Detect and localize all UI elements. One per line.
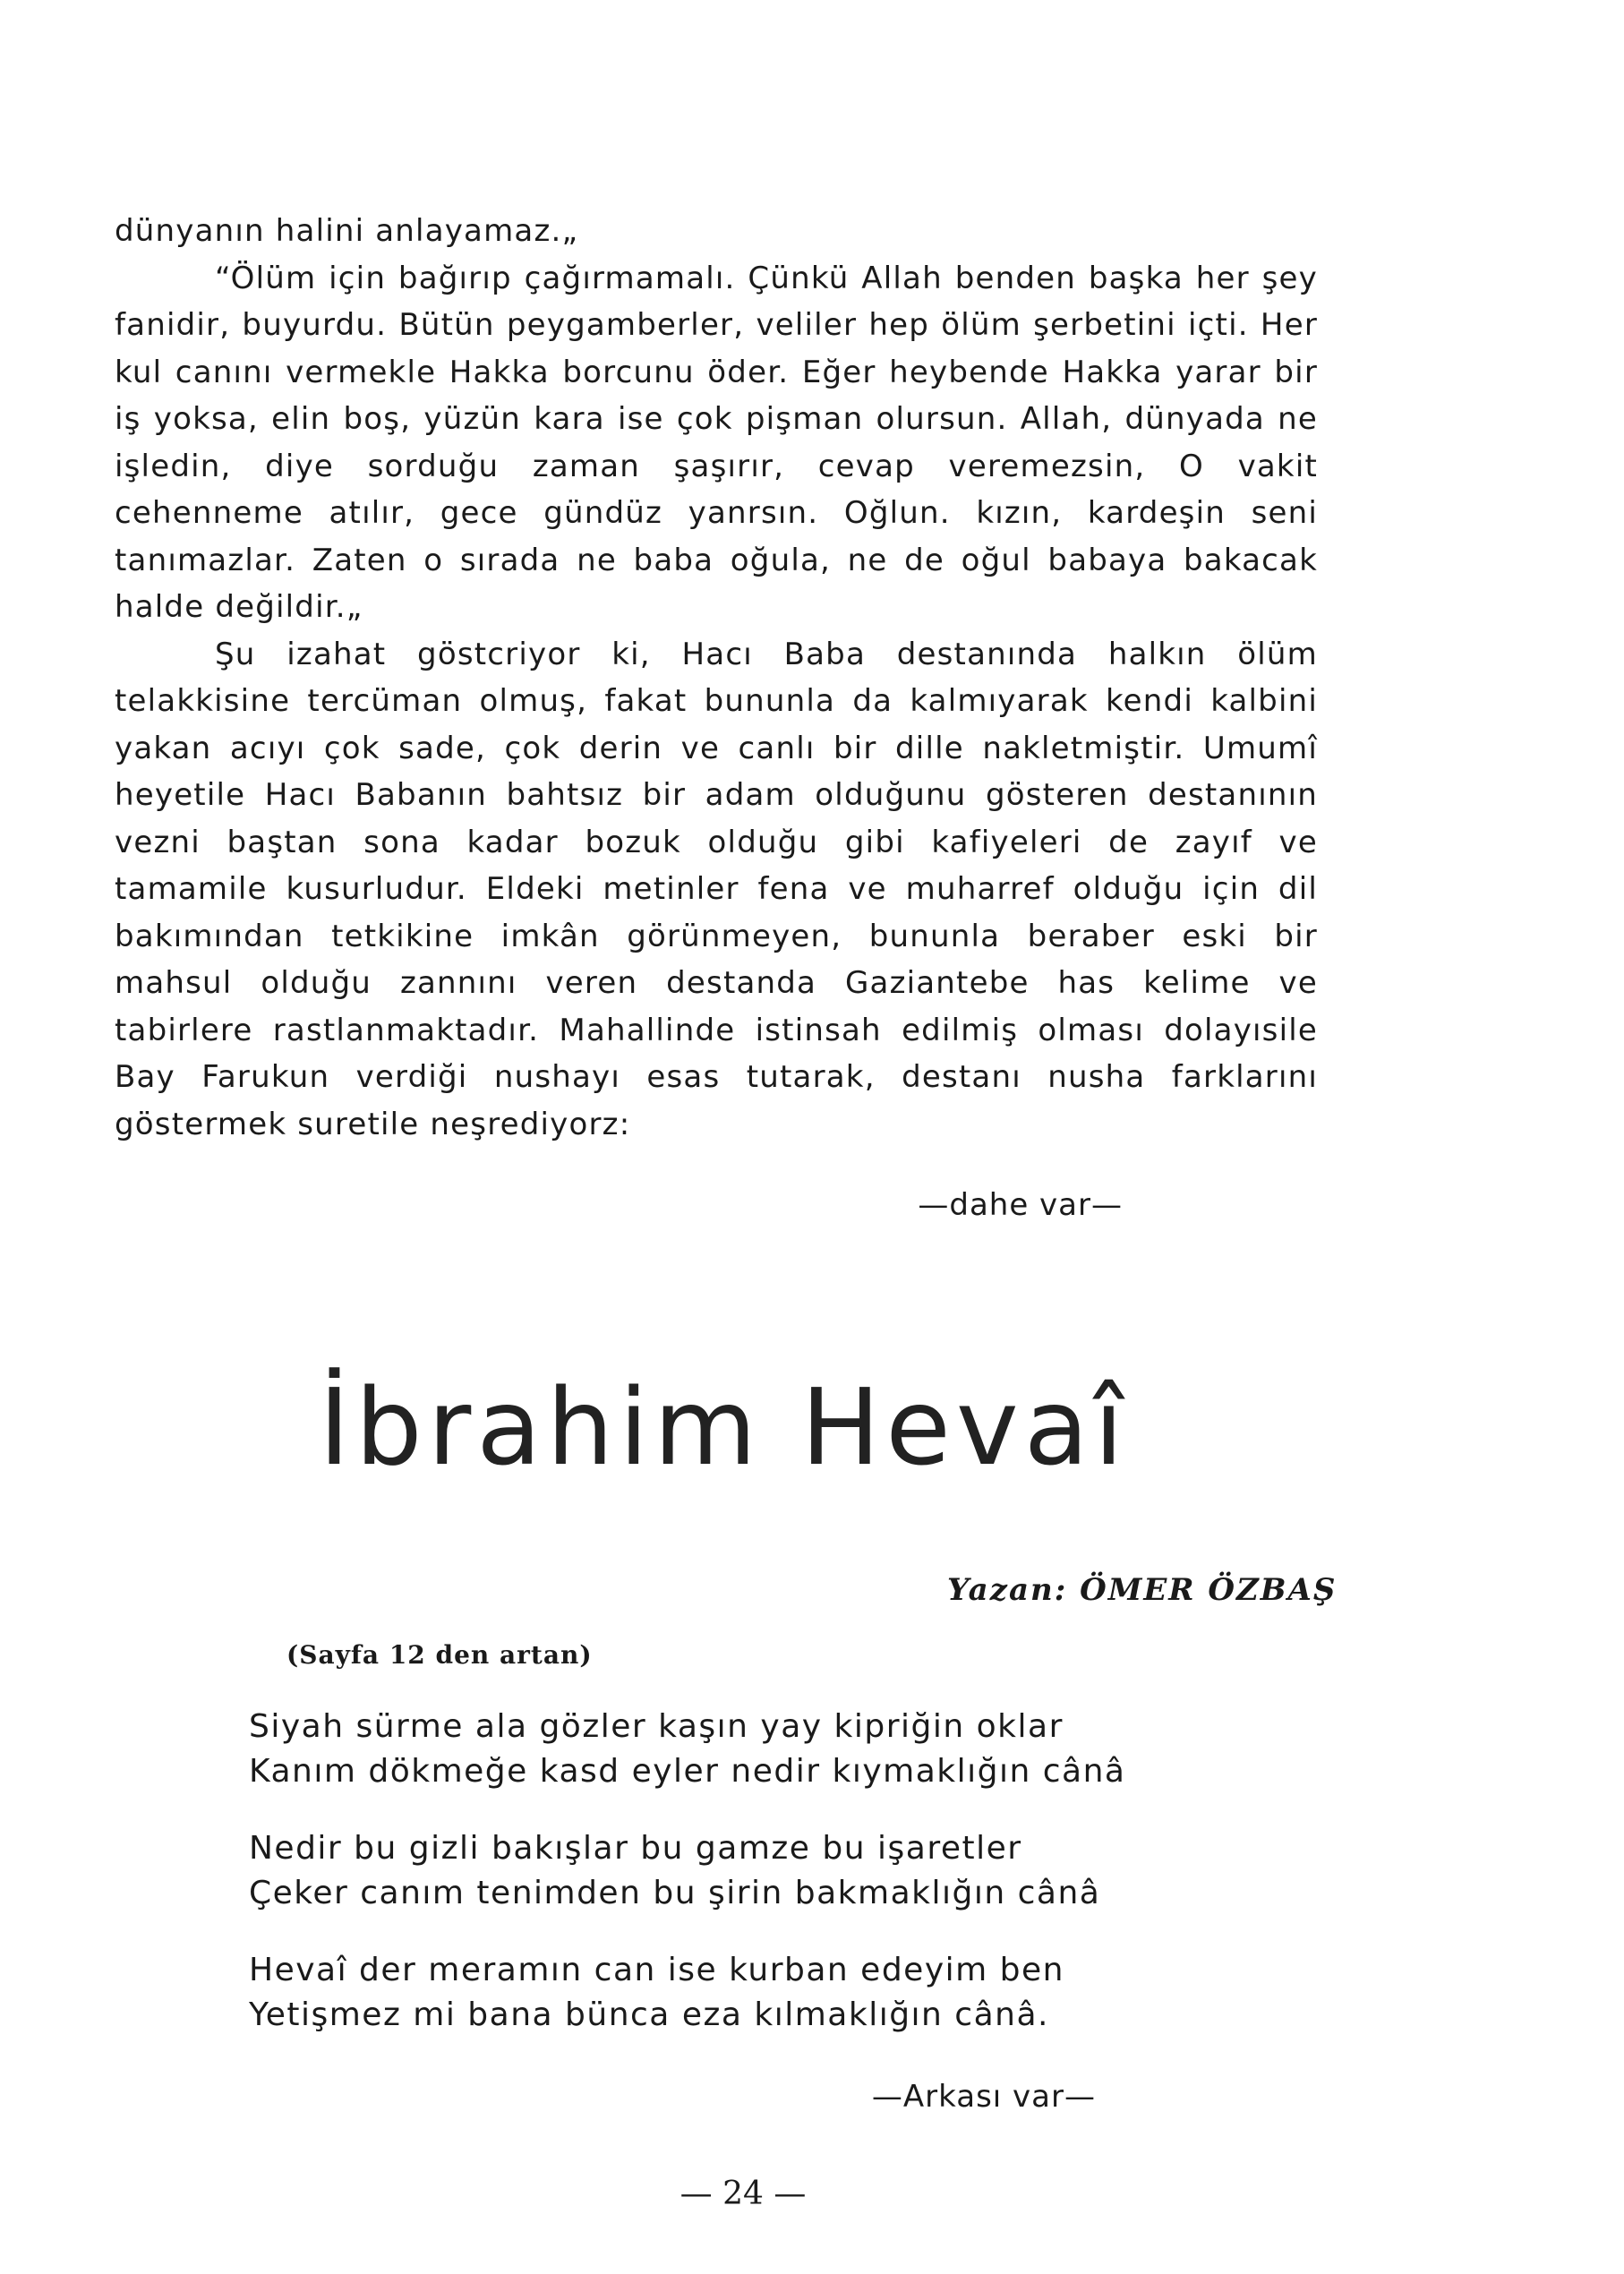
paragraph-commentary: Şu izahat göstcriyor ki, Hacı Baba destanında halkın ölüm telakkisine tercüman olmuş, fakat bununla da kalmıyarak kendi kalbini yakan acıyı çok sade, çok derin ve canlı bir dille nakletmiştir. Umumî heyetile Hacı Babanın bahtsız bir adam olduğunu gösteren destanının vezni baştan sona kadar bozuk olduğu gibi kafiyeleri de zayıf ve tamamile kusurludur. Eldeki metinler fena ve muharref olduğu için dil bakımından tetkikine imkân görünmeyen, bununla beraber eski bir mahsul olduğu zannını veren destanda Gaziantebe has kelime ve tabirlere rastlanmaktadır. Mahallinde istinsah edilmiş olması dolayısile Bay Farukun verdiği nushayı esas tutarak, destanı nusha farklarını göstermek suretile neşrediyorz: [115, 636, 1318, 1142]
source-note: (Sayfa 12 den artan) [286, 1640, 593, 1670]
stanza [249, 1948, 1234, 2038]
verse-line: Çeker canım tenimden bu şirin bakmaklığın cânâ [249, 1875, 1101, 1911]
page-number: — 24 — [680, 2176, 807, 2212]
verse-line: Hevaî der meramın can ise kurban edeyim ben [249, 1952, 1064, 1988]
verse-line: Siyah sürme ala gözler kaşın yay kipriğin oklar [249, 1708, 1064, 1745]
poem [249, 1705, 1234, 2070]
stanza [249, 1826, 1234, 1916]
article-title: İbrahim Hevaî [319, 1365, 1129, 1489]
paragraph-quote: “Ölüm için bağırıp çağırmamalı. Çünkü Allah benden başka her şey fanidir, buyurdu. Bütün peygamberler, veliler hep ölüm şerbetini içti. Her kul canını vermekle Hakka borcunu öder. Eğer heybende Hakka yarar bir iş yoksa, elin boş, yüzün kara ise çok pişman olursun. Allah, dünyada ne işledin, diye sorduğu zaman şaşırır, cevap veremezsin, O vakit cehenneme atılır, gece gündüz yanrsın. Oğlun. kızın, kardeşin seni tanımazlar. Zaten o sırada ne baba oğula, ne de oğul babaya bakacak halde değildir.„ [115, 260, 1318, 625]
article-continuation [115, 208, 1318, 1148]
paragraph-fragment: dünyanın halini anlayamaz.„ [115, 213, 579, 249]
stanza [249, 1705, 1234, 1794]
byline: Yazan: ÖMER ÖZBAŞ [947, 1572, 1338, 1608]
verse-line: Nedir bu gizli bakışlar bu gamze bu işaretler [249, 1830, 1022, 1867]
continuation-note-bottom: —Arkası var— [871, 2079, 1096, 2115]
verse-line: Yetişmez mi bana bünca eza kılmaklığın cânâ. [249, 1996, 1049, 2033]
continuation-note-top: —dahe var— [918, 1187, 1123, 1223]
verse-line: Kanım dökmeğe kasd eyler nedir kıymaklığın cânâ [249, 1753, 1126, 1790]
